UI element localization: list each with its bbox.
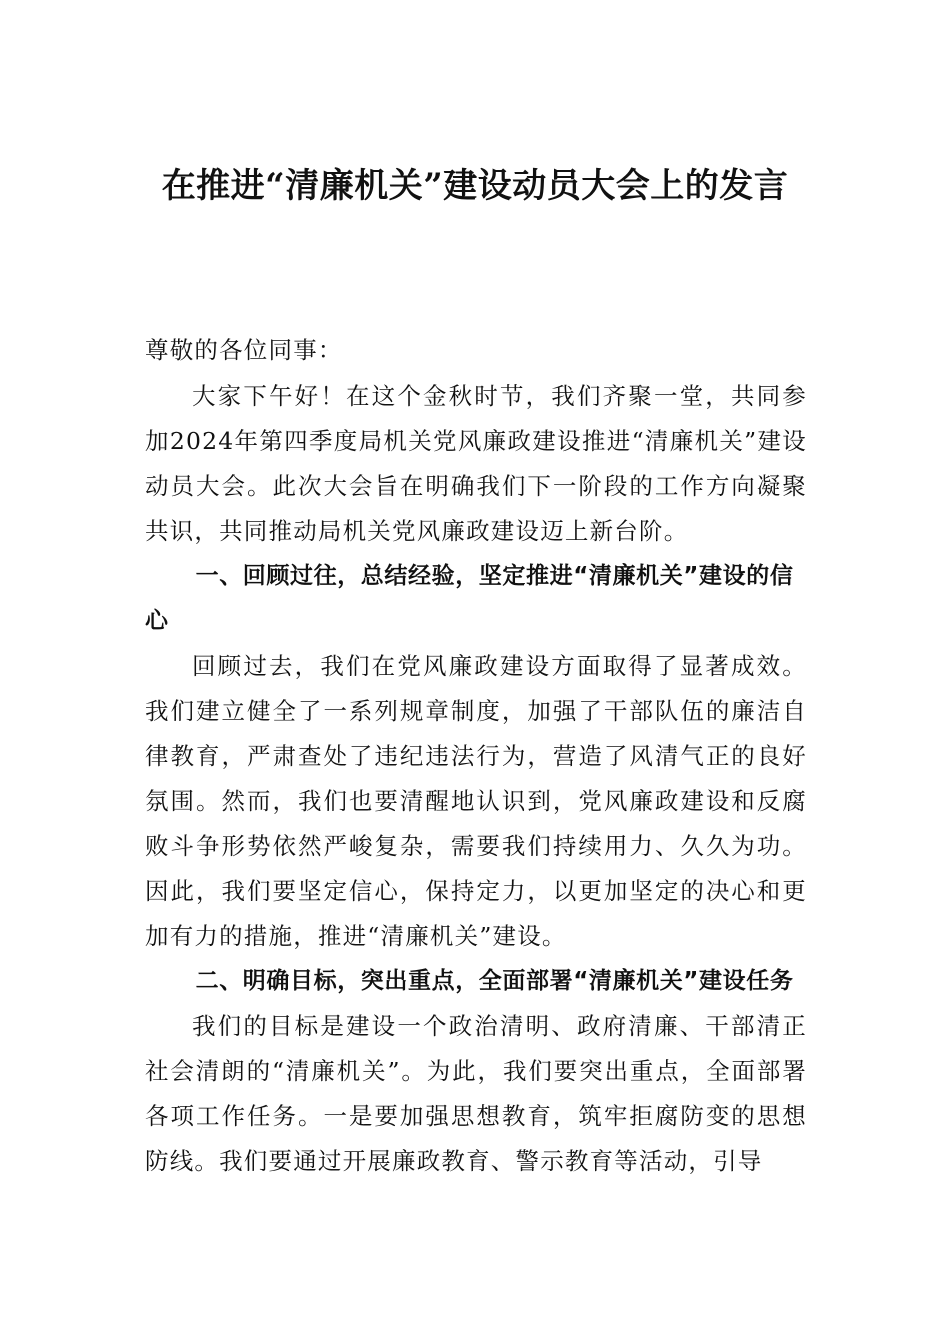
paragraph-goals: 我们的目标是建设一个政治清明、政府清廉、干部清正社会清朗的“清廉机关”。为此，我们要突出重点，全面部署各项工作任务。一是要加强思想教育，筑牢拒腐防变的思想防线。我们要通过开展廉政教育、警示教育等活动，引导 [145,1012,807,1175]
salutation: 尊敬的各位同事： [145,336,343,364]
document-body [145,328,807,1184]
paragraph-review: 回顾过去，我们在党风廉政建设方面取得了显著成效。我们建立健全了一系列规章制度，加强了干部队伍的廉洁自律教育，严肃查处了违纪违法行为，营造了风清气正的良好氛围。然而，我们也要清醒地认识到，党风廉政建设和反腐败斗争形势依然严峻复杂，需要我们持续用力、久久为功。因此，我们要坚定信心，保持定力，以更加坚定的决心和更加有力的措施，推进“清廉机关”建设。 [145,652,807,950]
paragraph-opening: 大家下午好！在这个金秋时节，我们齐聚一堂，共同参加2024年第四季度局机关党风廉政建设推进“清廉机关”建设动员大会。此次大会旨在明确我们下一阶段的工作方向凝聚共识，共同推动局机关党风廉政建设迈上新台阶。 [145,382,807,545]
document-title: 在推进“清廉机关”建设动员大会上的发言 [161,166,789,206]
section-heading-2: 二、明确目标，突出重点，全面部署“清廉机关”建设任务 [195,968,794,994]
section-heading-1: 一、回顾过往，总结经验，坚定推进“清廉机关”建设的信心 [145,563,794,634]
